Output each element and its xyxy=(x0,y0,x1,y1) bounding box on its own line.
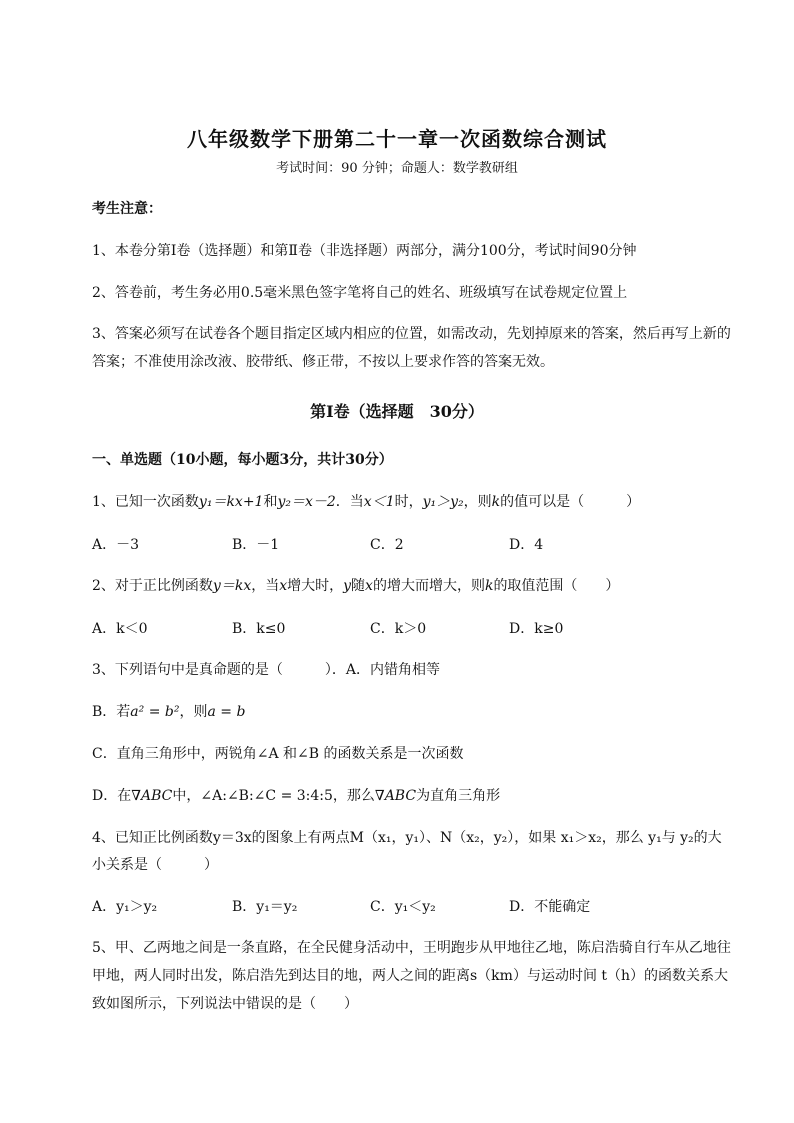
q1-option-a[interactable]: A．－3 xyxy=(92,537,140,553)
q1-formula-2: y₂＝x－2 xyxy=(277,494,336,510)
q2-suffix: 的取值范围（ ） xyxy=(493,578,620,594)
notice-item-2: 2、答卷前，考生务必用0.5毫米黑色签字笔将自己的姓名、班级填写在试卷规定位置上 xyxy=(92,285,628,301)
q4-option-c[interactable]: C．y₁＜y₂ xyxy=(370,899,436,915)
q3-d-triangle-1: ∇ABC xyxy=(131,788,173,804)
question-4-stem-line-2: 小关系是（ ） xyxy=(92,857,218,873)
q1-mid-4: ，则 xyxy=(463,494,492,510)
q1-suffix: 的值可以是（ ） xyxy=(500,494,641,510)
q1-mid-2: ．当 xyxy=(335,494,364,510)
q3-d-suffix: 为直角三角形 xyxy=(416,788,501,804)
q2-option-b[interactable]: B．k≤0 xyxy=(232,621,286,637)
q4-option-b[interactable]: B．y₁＝y₂ xyxy=(232,899,298,915)
q1-k: k xyxy=(491,494,501,510)
q2-option-a[interactable]: A．k＜0 xyxy=(92,621,148,637)
q3-d-prefix: D．在 xyxy=(92,788,132,804)
q4-option-d[interactable]: D．不能确定 xyxy=(509,899,591,915)
q3-option-d[interactable] xyxy=(92,786,734,806)
q2-mid-2: 增大时， xyxy=(287,578,344,594)
q3-option-b[interactable] xyxy=(92,702,734,722)
q2-x2: x xyxy=(365,578,373,594)
q4-option-a[interactable]: A．y₁＞y₂ xyxy=(92,899,158,915)
q2-mid-4: 的增大而增大，则 xyxy=(372,578,485,594)
notice-item-1: 1、本卷分第Ⅰ卷（选择题）和第Ⅱ卷（非选择题）两部分，满分100分，考试时间90分钟 xyxy=(92,243,637,259)
q3-option-c[interactable]: C．直角三角形中，两锐角∠A 和∠B 的函数关系是一次函数 xyxy=(92,746,464,762)
q2-x1: x xyxy=(279,578,288,594)
question-2-stem xyxy=(92,576,734,596)
q2-k: k xyxy=(484,578,494,594)
q1-condition: x＜1 xyxy=(363,494,395,510)
notice-heading: 考生注意： xyxy=(92,201,162,217)
q1-option-b[interactable]: B．－1 xyxy=(232,537,280,553)
q2-prefix: 2、对于正比例函数 xyxy=(92,578,213,594)
q3-b-equation-1: a² = b² xyxy=(130,704,180,720)
section-title: 第Ⅰ卷（选择题 30分） xyxy=(310,402,484,421)
question-5-stem: 5、甲、乙两地之间是一条直路，在全民健身活动中，王明跑步从甲地往乙地，陈启浩骑自行车从乙地往甲地，两人同时出发，陈启浩先到达目的地，两人之间的距离s（km）与运动时间 t（h）的函数关系大致如图所示，下列说法中错误的是（ ） xyxy=(92,940,731,1012)
q3-d-mid: 中，∠A:∠B:∠C = 3:4:5，那么 xyxy=(172,788,375,804)
q2-mid-3: 随 xyxy=(351,578,366,594)
page-title: 八年级数学下册第二十一章一次函数综合测试 xyxy=(187,127,607,151)
q2-option-d[interactable]: D．k≥0 xyxy=(509,621,564,637)
q2-y: y xyxy=(343,578,352,594)
q2-mid-1: ，当 xyxy=(251,578,280,594)
q3-b-mid: ，则 xyxy=(179,704,208,720)
question-1-stem xyxy=(92,492,734,512)
q3-b-prefix: B．若 xyxy=(92,704,131,720)
q1-mid-1: 和 xyxy=(263,494,278,510)
q3-b-equation-2: a = b xyxy=(207,704,246,720)
q1-condition-2: y₁＞y₂ xyxy=(422,494,464,510)
notice-item-3: 3、答案必须写在试卷各个题目指定区域内相应的位置，如需改动，先划掉原来的答案，然后再写上新的答案；不准使用涂改液、胶带纸、修正带，不按以上要求作答的答案无效。 xyxy=(92,326,731,370)
q1-option-c[interactable]: C．2 xyxy=(370,537,404,553)
q3-d-triangle-2: ∇ABC xyxy=(374,788,417,804)
part-heading: 一、单选题（10小题，每小题3分，共计30分） xyxy=(92,452,393,468)
q2-option-c[interactable]: C．k＞0 xyxy=(370,621,427,637)
question-3-stem: 3、下列语句中是真命题的是（ ）．A．内错角相等 xyxy=(92,662,441,678)
q1-option-d[interactable]: D．4 xyxy=(509,537,544,553)
q1-prefix: 1、已知一次函数 xyxy=(92,494,199,510)
q1-mid-3: 时， xyxy=(394,494,423,510)
q1-formula-1: y₁＝kx+1 xyxy=(198,494,264,510)
exam-subtitle: 考试时间：90 分钟；命题人：数学教研组 xyxy=(276,161,518,176)
question-4-stem-line-1: 4、已知正比例函数y＝3x的图象上有两点M（x₁，y₁）、N（x₂，y₂），如果 x₁＞x₂，那么 y₁与 y₂的大 xyxy=(92,830,722,846)
q2-formula: y＝kx xyxy=(212,578,252,594)
